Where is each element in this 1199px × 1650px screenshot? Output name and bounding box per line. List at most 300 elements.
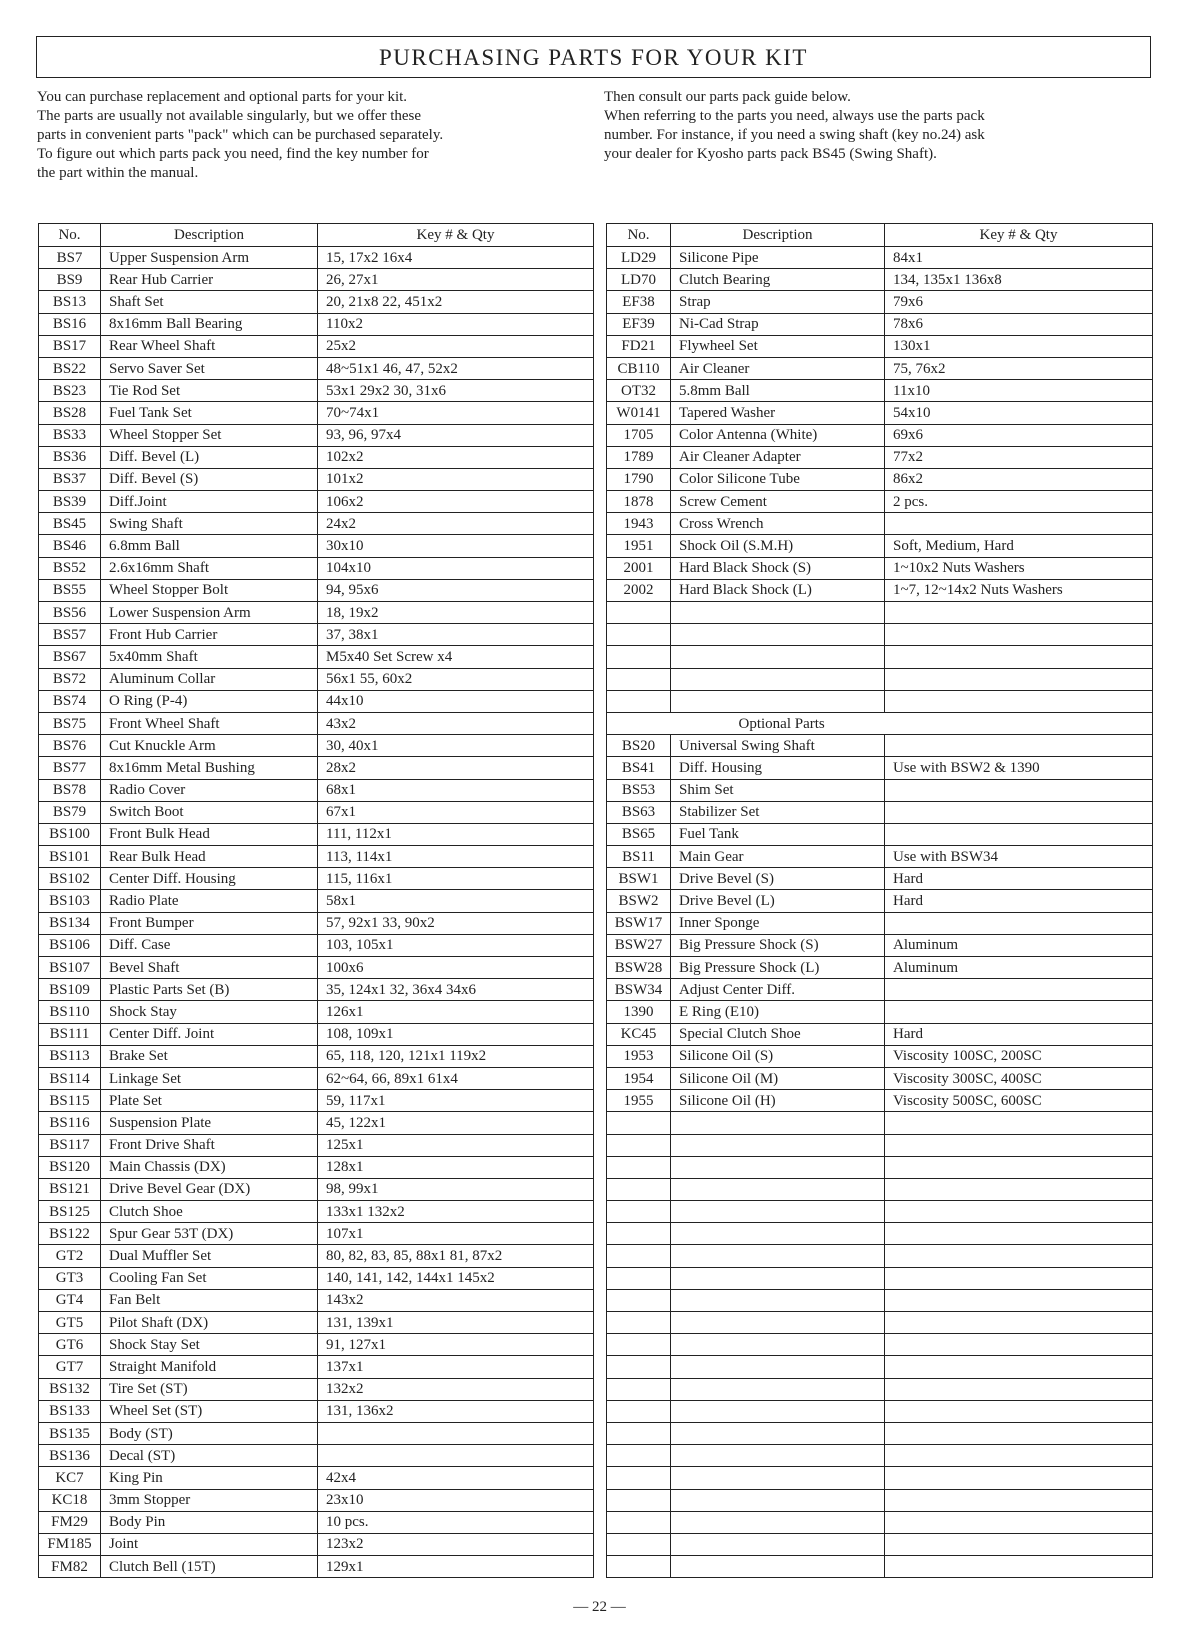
part-description: 8x16mm Ball Bearing bbox=[101, 313, 318, 335]
part-description: Front Hub Carrier bbox=[101, 624, 318, 646]
key-qty: Use with BSW2 & 1390 bbox=[885, 757, 1153, 779]
part-number: GT2 bbox=[39, 1245, 101, 1267]
table-row bbox=[607, 468, 1153, 490]
key-qty bbox=[885, 1156, 1153, 1178]
key-qty: 126x1 bbox=[318, 1001, 594, 1023]
part-description: Center Diff. Joint bbox=[101, 1023, 318, 1045]
part-description bbox=[671, 1267, 885, 1289]
part-description: Rear Wheel Shaft bbox=[101, 335, 318, 357]
key-qty: M5x40 Set Screw x4 bbox=[318, 646, 594, 668]
part-number: BS102 bbox=[39, 868, 101, 890]
part-description: Hard Black Shock (L) bbox=[671, 579, 885, 601]
part-number: BS52 bbox=[39, 557, 101, 579]
parts-table-left bbox=[38, 223, 594, 1578]
table-row bbox=[607, 1556, 1153, 1578]
key-qty bbox=[885, 979, 1153, 1001]
key-qty: 115, 116x1 bbox=[318, 868, 594, 890]
optional-parts-title: Optional Parts bbox=[671, 712, 1153, 734]
part-description bbox=[671, 1112, 885, 1134]
part-number bbox=[607, 1445, 671, 1467]
key-qty: 15, 17x2 16x4 bbox=[318, 247, 594, 269]
part-description: Clutch Bell (15T) bbox=[101, 1556, 318, 1578]
part-description: Main Gear bbox=[671, 846, 885, 868]
part-description: Diff. Bevel (S) bbox=[101, 468, 318, 490]
part-number: BS106 bbox=[39, 934, 101, 956]
part-number: 1954 bbox=[607, 1067, 671, 1089]
key-qty: 37, 38x1 bbox=[318, 624, 594, 646]
part-description: Air Cleaner bbox=[671, 357, 885, 379]
table-row bbox=[39, 735, 594, 757]
part-description: Big Pressure Shock (S) bbox=[671, 934, 885, 956]
key-qty bbox=[885, 513, 1153, 535]
key-qty: 25x2 bbox=[318, 335, 594, 357]
part-number bbox=[607, 1312, 671, 1334]
part-description: Air Cleaner Adapter bbox=[671, 446, 885, 468]
key-qty bbox=[885, 1467, 1153, 1489]
part-number bbox=[607, 1223, 671, 1245]
key-qty: 75, 76x2 bbox=[885, 357, 1153, 379]
part-number: 1705 bbox=[607, 424, 671, 446]
table-row bbox=[607, 934, 1153, 956]
key-qty bbox=[885, 1267, 1153, 1289]
key-qty bbox=[885, 1334, 1153, 1356]
table-row bbox=[39, 1045, 594, 1067]
key-qty: 68x1 bbox=[318, 779, 594, 801]
table-row bbox=[39, 757, 594, 779]
key-qty bbox=[318, 1445, 594, 1467]
key-qty: 26, 27x1 bbox=[318, 269, 594, 291]
part-number: FM29 bbox=[39, 1511, 101, 1533]
header-description: Description bbox=[101, 224, 318, 247]
part-number: BS136 bbox=[39, 1445, 101, 1467]
part-description bbox=[671, 602, 885, 624]
part-number: BS41 bbox=[607, 757, 671, 779]
part-number: BS76 bbox=[39, 735, 101, 757]
table-row bbox=[39, 1201, 594, 1223]
table-row bbox=[39, 424, 594, 446]
table-row bbox=[39, 957, 594, 979]
part-description: Joint bbox=[101, 1533, 318, 1555]
part-description: Plate Set bbox=[101, 1090, 318, 1112]
table-row bbox=[39, 1511, 594, 1533]
parts-table-right bbox=[606, 223, 1153, 1578]
part-description: Suspension Plate bbox=[101, 1112, 318, 1134]
table-row bbox=[39, 779, 594, 801]
key-qty: 132x2 bbox=[318, 1378, 594, 1400]
part-number: EF38 bbox=[607, 291, 671, 313]
table-row bbox=[39, 1267, 594, 1289]
table-row bbox=[607, 1134, 1153, 1156]
part-description: 5x40mm Shaft bbox=[101, 646, 318, 668]
part-description bbox=[671, 1223, 885, 1245]
part-description bbox=[671, 668, 885, 690]
table-row bbox=[607, 557, 1153, 579]
key-qty bbox=[885, 823, 1153, 845]
part-description: Spur Gear 53T (DX) bbox=[101, 1223, 318, 1245]
key-qty bbox=[885, 1445, 1153, 1467]
part-description: Linkage Set bbox=[101, 1067, 318, 1089]
part-description: Drive Bevel (S) bbox=[671, 868, 885, 890]
key-qty: 80, 82, 83, 85, 88x1 81, 87x2 bbox=[318, 1245, 594, 1267]
part-number: GT7 bbox=[39, 1356, 101, 1378]
table-row bbox=[39, 535, 594, 557]
table-row bbox=[607, 291, 1153, 313]
part-description bbox=[671, 1312, 885, 1334]
table-row bbox=[607, 1245, 1153, 1267]
table-row bbox=[39, 1023, 594, 1045]
part-description: Main Chassis (DX) bbox=[101, 1156, 318, 1178]
table-row bbox=[607, 1090, 1153, 1112]
part-description: Silicone Oil (H) bbox=[671, 1090, 885, 1112]
part-description: Body Pin bbox=[101, 1511, 318, 1533]
key-qty: 103, 105x1 bbox=[318, 934, 594, 956]
part-number: BS115 bbox=[39, 1090, 101, 1112]
key-qty bbox=[885, 1556, 1153, 1578]
key-qty: 48~51x1 46, 47, 52x2 bbox=[318, 357, 594, 379]
table-row bbox=[607, 1067, 1153, 1089]
key-qty: 2 pcs. bbox=[885, 491, 1153, 513]
key-qty: 44x10 bbox=[318, 690, 594, 712]
part-description: Straight Manifold bbox=[101, 1356, 318, 1378]
key-qty bbox=[885, 1289, 1153, 1311]
intro-line: number. For instance, if you need a swing shaft (key no.24) ask bbox=[604, 127, 985, 143]
table-row bbox=[39, 602, 594, 624]
table-row bbox=[39, 1489, 594, 1511]
key-qty: 28x2 bbox=[318, 757, 594, 779]
table-row bbox=[607, 957, 1153, 979]
table-row bbox=[607, 690, 1153, 712]
part-number bbox=[607, 646, 671, 668]
key-qty: 57, 92x1 33, 90x2 bbox=[318, 912, 594, 934]
key-qty: Hard bbox=[885, 1023, 1153, 1045]
table-row bbox=[39, 890, 594, 912]
table-row bbox=[607, 1400, 1153, 1422]
table-row bbox=[39, 868, 594, 890]
part-description bbox=[671, 1378, 885, 1400]
part-number: BSW17 bbox=[607, 912, 671, 934]
intro-line: The parts are usually not available singularly, but we offer these bbox=[37, 108, 422, 124]
key-qty: Viscosity 300SC, 400SC bbox=[885, 1067, 1153, 1089]
part-description: Silicone Pipe bbox=[671, 247, 885, 269]
part-description bbox=[671, 646, 885, 668]
key-qty bbox=[885, 1422, 1153, 1444]
part-description: Tapered Washer bbox=[671, 402, 885, 424]
part-number: KC18 bbox=[39, 1489, 101, 1511]
part-number: GT5 bbox=[39, 1312, 101, 1334]
table-row bbox=[607, 1489, 1153, 1511]
table-row bbox=[607, 535, 1153, 557]
part-number: BS55 bbox=[39, 579, 101, 601]
key-qty: 137x1 bbox=[318, 1356, 594, 1378]
part-number: BS77 bbox=[39, 757, 101, 779]
part-description: Front Bumper bbox=[101, 912, 318, 934]
part-description bbox=[671, 1134, 885, 1156]
table-row bbox=[607, 1356, 1153, 1378]
intro-line: the part within the manual. bbox=[37, 165, 199, 181]
key-qty: 123x2 bbox=[318, 1533, 594, 1555]
part-description: Inner Sponge bbox=[671, 912, 885, 934]
key-qty: 94, 95x6 bbox=[318, 579, 594, 601]
part-description: Color Antenna (White) bbox=[671, 424, 885, 446]
table-row bbox=[607, 1023, 1153, 1045]
part-description: Dual Muffler Set bbox=[101, 1245, 318, 1267]
table-row bbox=[607, 1445, 1153, 1467]
part-number: 1951 bbox=[607, 535, 671, 557]
part-description bbox=[671, 1289, 885, 1311]
table-row bbox=[607, 247, 1153, 269]
part-description: Strap bbox=[671, 291, 885, 313]
table-row bbox=[607, 646, 1153, 668]
key-qty: Hard bbox=[885, 868, 1153, 890]
part-number: 2002 bbox=[607, 579, 671, 601]
table-row bbox=[607, 357, 1153, 379]
part-number: BSW27 bbox=[607, 934, 671, 956]
part-number: BS46 bbox=[39, 535, 101, 557]
key-qty: 143x2 bbox=[318, 1289, 594, 1311]
key-qty: 42x4 bbox=[318, 1467, 594, 1489]
part-number: BS65 bbox=[607, 823, 671, 845]
table-row bbox=[39, 690, 594, 712]
part-number: FM82 bbox=[39, 1556, 101, 1578]
header-key-qty: Key # & Qty bbox=[885, 224, 1153, 247]
table-row bbox=[39, 491, 594, 513]
part-number: BS37 bbox=[39, 468, 101, 490]
part-description: Plastic Parts Set (B) bbox=[101, 979, 318, 1001]
part-description: Decal (ST) bbox=[101, 1445, 318, 1467]
part-description: Wheel Stopper Set bbox=[101, 424, 318, 446]
part-number: KC7 bbox=[39, 1467, 101, 1489]
intro-line: You can purchase replacement and optional parts for your kit. bbox=[37, 89, 408, 105]
part-number: BS100 bbox=[39, 823, 101, 845]
key-qty bbox=[885, 1134, 1153, 1156]
part-number: BS78 bbox=[39, 779, 101, 801]
key-qty: 67x1 bbox=[318, 801, 594, 823]
part-description: 5.8mm Ball bbox=[671, 380, 885, 402]
part-number: BS121 bbox=[39, 1178, 101, 1200]
table-row bbox=[39, 1445, 594, 1467]
part-description: Cooling Fan Set bbox=[101, 1267, 318, 1289]
key-qty: 45, 122x1 bbox=[318, 1112, 594, 1134]
table-row bbox=[39, 1090, 594, 1112]
part-description: King Pin bbox=[101, 1467, 318, 1489]
table-row bbox=[607, 1112, 1153, 1134]
part-number bbox=[607, 1267, 671, 1289]
key-qty: 128x1 bbox=[318, 1156, 594, 1178]
part-description: Bevel Shaft bbox=[101, 957, 318, 979]
part-number: 1390 bbox=[607, 1001, 671, 1023]
part-number: BS36 bbox=[39, 446, 101, 468]
part-description: Diff. Bevel (L) bbox=[101, 446, 318, 468]
part-number: BS33 bbox=[39, 424, 101, 446]
title-box bbox=[36, 36, 1151, 78]
table-row bbox=[607, 979, 1153, 1001]
part-number: BS122 bbox=[39, 1223, 101, 1245]
part-description: Silicone Oil (M) bbox=[671, 1067, 885, 1089]
part-description bbox=[671, 1400, 885, 1422]
table-header-row bbox=[39, 224, 594, 247]
part-number bbox=[607, 1201, 671, 1223]
table-row bbox=[607, 1533, 1153, 1555]
table-row bbox=[607, 1223, 1153, 1245]
part-number: BS114 bbox=[39, 1067, 101, 1089]
part-description bbox=[671, 1422, 885, 1444]
optional-parts-header-row bbox=[607, 712, 1153, 734]
table-row bbox=[39, 646, 594, 668]
part-number: BS134 bbox=[39, 912, 101, 934]
intro-right bbox=[604, 88, 1150, 164]
table-row bbox=[39, 934, 594, 956]
key-qty bbox=[885, 1001, 1153, 1023]
key-qty: 98, 99x1 bbox=[318, 1178, 594, 1200]
part-number: BS72 bbox=[39, 668, 101, 690]
part-description: Diff.Joint bbox=[101, 491, 318, 513]
table-row bbox=[607, 402, 1153, 424]
part-description: Wheel Set (ST) bbox=[101, 1400, 318, 1422]
table-row bbox=[39, 1156, 594, 1178]
key-qty bbox=[885, 646, 1153, 668]
part-number bbox=[607, 1378, 671, 1400]
part-number: 2001 bbox=[607, 557, 671, 579]
key-qty: Use with BSW34 bbox=[885, 846, 1153, 868]
part-number bbox=[607, 1489, 671, 1511]
part-number: 1955 bbox=[607, 1090, 671, 1112]
part-description: Cross Wrench bbox=[671, 513, 885, 535]
part-description: Shock Stay Set bbox=[101, 1334, 318, 1356]
part-description: Front Drive Shaft bbox=[101, 1134, 318, 1156]
table-row bbox=[607, 1422, 1153, 1444]
empty-cell bbox=[607, 712, 671, 734]
key-qty: 24x2 bbox=[318, 513, 594, 535]
header-description: Description bbox=[671, 224, 885, 247]
key-qty: 20, 21x8 22, 451x2 bbox=[318, 291, 594, 313]
table-row bbox=[607, 779, 1153, 801]
part-description: Wheel Stopper Bolt bbox=[101, 579, 318, 601]
part-description: Switch Boot bbox=[101, 801, 318, 823]
part-number: 1878 bbox=[607, 491, 671, 513]
key-qty: Soft, Medium, Hard bbox=[885, 535, 1153, 557]
table-row bbox=[607, 335, 1153, 357]
table-row bbox=[607, 801, 1153, 823]
table-row bbox=[607, 846, 1153, 868]
table-row bbox=[39, 1134, 594, 1156]
part-description: Upper Suspension Arm bbox=[101, 247, 318, 269]
part-number: BS20 bbox=[607, 735, 671, 757]
part-description: Hard Black Shock (S) bbox=[671, 557, 885, 579]
part-description: 2.6x16mm Shaft bbox=[101, 557, 318, 579]
part-number: BS67 bbox=[39, 646, 101, 668]
part-number bbox=[607, 1245, 671, 1267]
key-qty: 11x10 bbox=[885, 380, 1153, 402]
table-row bbox=[39, 1422, 594, 1444]
key-qty: 110x2 bbox=[318, 313, 594, 335]
part-number bbox=[607, 1422, 671, 1444]
table-row bbox=[39, 1112, 594, 1134]
part-number: KC45 bbox=[607, 1023, 671, 1045]
header-key-qty: Key # & Qty bbox=[318, 224, 594, 247]
part-number: BS28 bbox=[39, 402, 101, 424]
part-description: Screw Cement bbox=[671, 491, 885, 513]
table-row bbox=[607, 313, 1153, 335]
part-number: BS17 bbox=[39, 335, 101, 357]
key-qty: 59, 117x1 bbox=[318, 1090, 594, 1112]
key-qty: 77x2 bbox=[885, 446, 1153, 468]
part-description bbox=[671, 1245, 885, 1267]
intro-line: When referring to the parts you need, always use the parts pack bbox=[604, 108, 985, 124]
part-number: BS74 bbox=[39, 690, 101, 712]
table-row bbox=[39, 712, 594, 734]
key-qty bbox=[885, 801, 1153, 823]
intro-line: To figure out which parts pack you need, find the key number for bbox=[37, 146, 429, 162]
part-number: 1789 bbox=[607, 446, 671, 468]
part-description: Flywheel Set bbox=[671, 335, 885, 357]
table-row bbox=[39, 1356, 594, 1378]
part-description: Diff. Housing bbox=[671, 757, 885, 779]
part-description bbox=[671, 1511, 885, 1533]
key-qty: 131, 136x2 bbox=[318, 1400, 594, 1422]
key-qty bbox=[885, 1312, 1153, 1334]
part-description: Tire Set (ST) bbox=[101, 1378, 318, 1400]
key-qty: 43x2 bbox=[318, 712, 594, 734]
key-qty: 108, 109x1 bbox=[318, 1023, 594, 1045]
key-qty: 35, 124x1 32, 36x4 34x6 bbox=[318, 979, 594, 1001]
table-row bbox=[607, 1289, 1153, 1311]
key-qty: 1~7, 12~14x2 Nuts Washers bbox=[885, 579, 1153, 601]
key-qty bbox=[885, 668, 1153, 690]
part-number bbox=[607, 1556, 671, 1578]
key-qty: 62~64, 66, 89x1 61x4 bbox=[318, 1067, 594, 1089]
part-number bbox=[607, 1156, 671, 1178]
key-qty: 91, 127x1 bbox=[318, 1334, 594, 1356]
key-qty: Viscosity 500SC, 600SC bbox=[885, 1090, 1153, 1112]
part-number: LD70 bbox=[607, 269, 671, 291]
part-description: Drive Bevel (L) bbox=[671, 890, 885, 912]
key-qty bbox=[885, 1178, 1153, 1200]
part-description: Clutch Bearing bbox=[671, 269, 885, 291]
table-row bbox=[607, 1467, 1153, 1489]
table-row bbox=[39, 846, 594, 868]
table-row bbox=[607, 513, 1153, 535]
intro-line: your dealer for Kyosho parts pack BS45 (Swing Shaft). bbox=[604, 146, 937, 162]
key-qty: 58x1 bbox=[318, 890, 594, 912]
table-row bbox=[39, 801, 594, 823]
table-row bbox=[607, 380, 1153, 402]
table-row bbox=[39, 1467, 594, 1489]
part-description: Aluminum Collar bbox=[101, 668, 318, 690]
part-description bbox=[671, 690, 885, 712]
part-number: BSW2 bbox=[607, 890, 671, 912]
table-row bbox=[607, 446, 1153, 468]
key-qty: 125x1 bbox=[318, 1134, 594, 1156]
key-qty: 133x1 132x2 bbox=[318, 1201, 594, 1223]
key-qty bbox=[885, 912, 1153, 934]
part-description: Tie Rod Set bbox=[101, 380, 318, 402]
part-number: EF39 bbox=[607, 313, 671, 335]
table-row bbox=[607, 1201, 1153, 1223]
table-row bbox=[39, 668, 594, 690]
table-row bbox=[39, 335, 594, 357]
key-qty: 100x6 bbox=[318, 957, 594, 979]
key-qty: Aluminum bbox=[885, 934, 1153, 956]
table-row bbox=[39, 1312, 594, 1334]
key-qty bbox=[885, 1511, 1153, 1533]
header-no: No. bbox=[39, 224, 101, 247]
table-row bbox=[607, 624, 1153, 646]
part-number: BS132 bbox=[39, 1378, 101, 1400]
key-qty: 130x1 bbox=[885, 335, 1153, 357]
table-row bbox=[39, 1556, 594, 1578]
part-description bbox=[671, 1445, 885, 1467]
key-qty: 140, 141, 142, 144x1 145x2 bbox=[318, 1267, 594, 1289]
